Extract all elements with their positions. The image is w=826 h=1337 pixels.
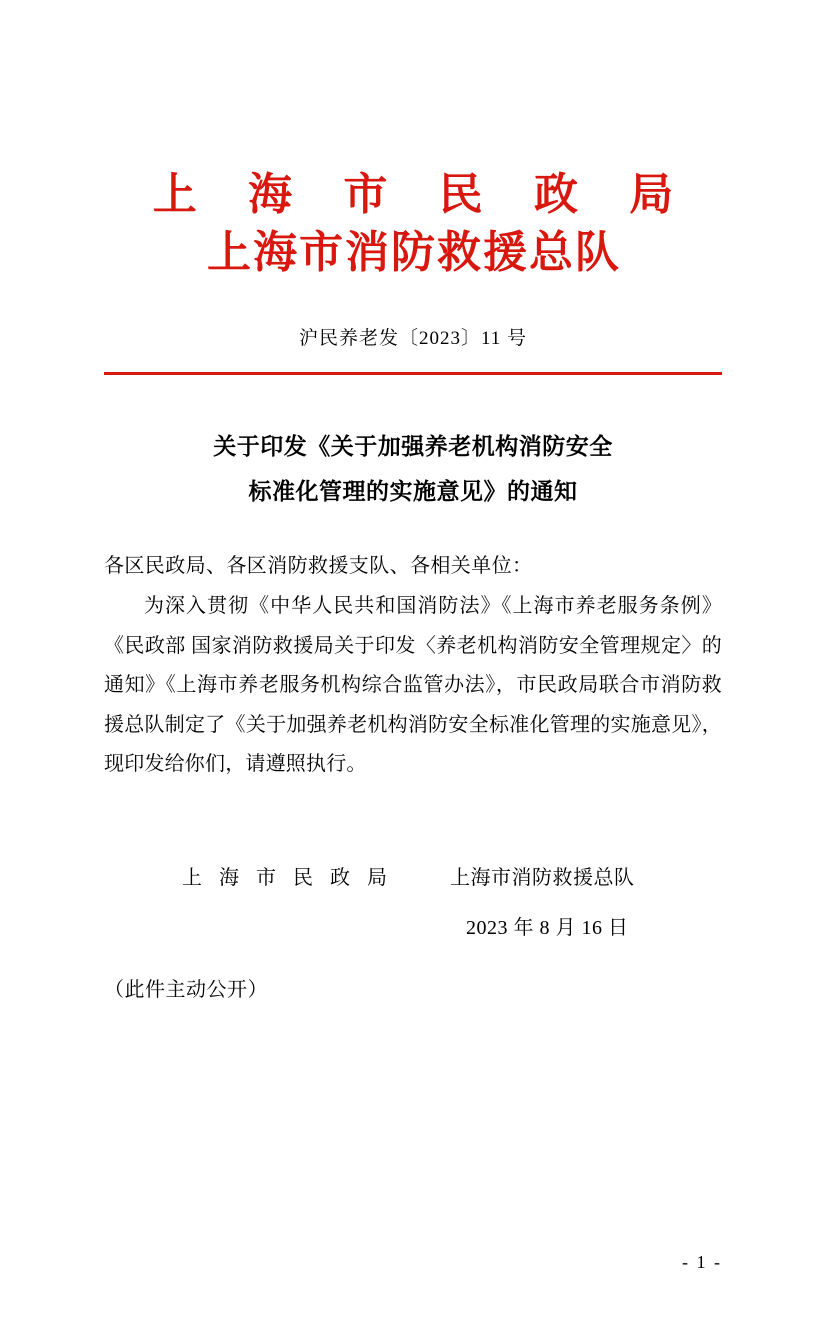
page-number: - 1 -: [682, 1252, 722, 1272]
issuing-org-secondary: 上海市消防救援总队: [207, 226, 621, 278]
body-paragraph: 为深入贯彻《中华人民共和国消防法》《上海市养老服务条例》《民政部 国家消防救援局关于印发〈养老机构消防安全管理规定〉的通知》《上海市养老服务机构综合监管办法》，市民政局联合市消防救援总队制定了《关于加强养老机构消防安全标准化管理的实施意见》，现印发给你们，请遵照执行。: [104, 595, 722, 776]
signature-date: 2023 年 8 月 16 日: [466, 917, 629, 939]
signature-block: [104, 861, 722, 967]
signature-org-right: 上海市消防救援总队: [450, 867, 635, 889]
document-page: [0, 168, 826, 1337]
page-title-line-2: 标准化管理的实施意见》的通知: [248, 479, 578, 506]
masthead: [104, 168, 722, 279]
signature-org-left: 上 海 市 民 政 局: [182, 867, 393, 889]
issuing-org-primary: 上 海 市 民 政 局: [152, 169, 692, 220]
red-divider-rule: [104, 372, 722, 375]
document-number: 沪民养老发〔2023〕11 号: [298, 328, 528, 350]
public-disclosure-note: （此件主动公开）: [104, 979, 268, 1001]
page-title: [104, 425, 722, 515]
salutation: 各区民政局、各区消防救援支队、各相关单位：: [104, 555, 533, 578]
page-title-line-1: 关于印发《关于加强养老机构消防安全: [213, 434, 613, 461]
